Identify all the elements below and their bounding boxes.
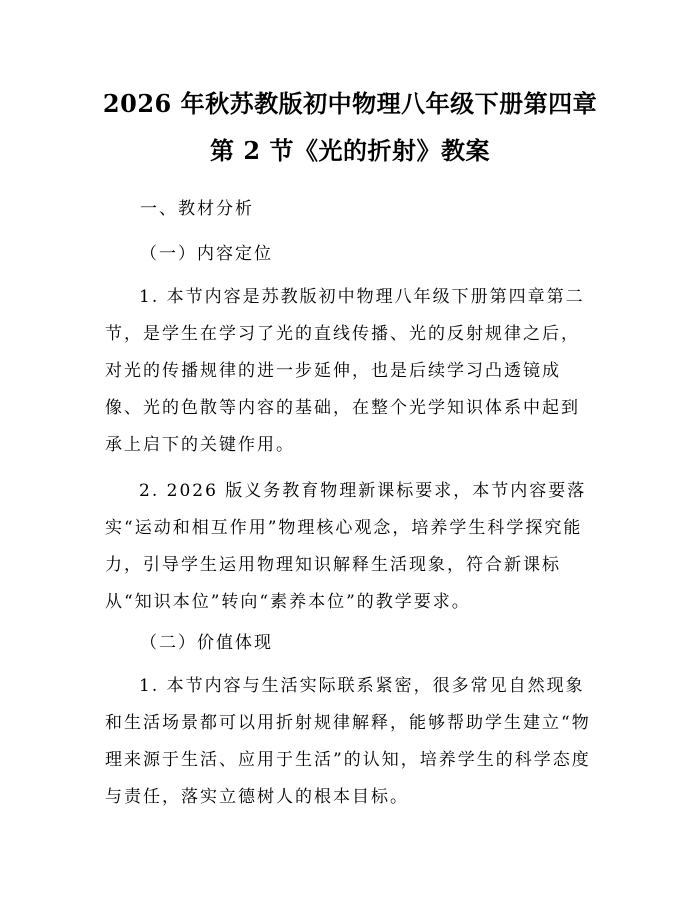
paragraph-value-embodiment-1 — [105, 668, 595, 816]
paragraph-text: 1. 本节内容与生活实际联系紧密，很多常见自然现象和生活场景都可以用折射规律解释，能够帮助学生建立“物理来源于生活、应用于生活”的认知，培养学生的科学态度与责任，落实立德树人的根本目标。 — [105, 676, 591, 807]
section-heading-textbook-analysis: 一、教材分析 — [140, 199, 254, 219]
subheading-content-positioning: （一）内容定位 — [140, 244, 273, 264]
subheading-value-embodiment: （二）价值体现 — [140, 633, 273, 653]
paragraph-text: 1. 本节内容是苏教版初中物理八年级下册第四章第二节，是学生在学习了光的直线传播、光的反射规律之后，对光的传播规律的进一步延伸，也是后续学习凸透镜成像、光的色散等内容的基础，在整个光学知识体系中起到承上启下的关键作用。 — [105, 287, 585, 455]
paragraph-content-positioning-1 — [105, 279, 595, 464]
document-title-line-2: 第 2 节《光的折射》教案 — [210, 136, 490, 165]
paragraph-content-positioning-2 — [105, 473, 595, 621]
paragraph-text: 2. 2026 版义务教育物理新课标要求，本节内容要落实“运动和相互作用”物理核心观念，培养学生科学探究能力，引导学生运用物理知识解释生活现象，符合新课标从“知识本位”转向“素养本位”的教学要求。 — [105, 481, 587, 612]
document-title-line-1: 2026 年秋苏教版初中物理八年级下册第四章 — [102, 89, 598, 118]
